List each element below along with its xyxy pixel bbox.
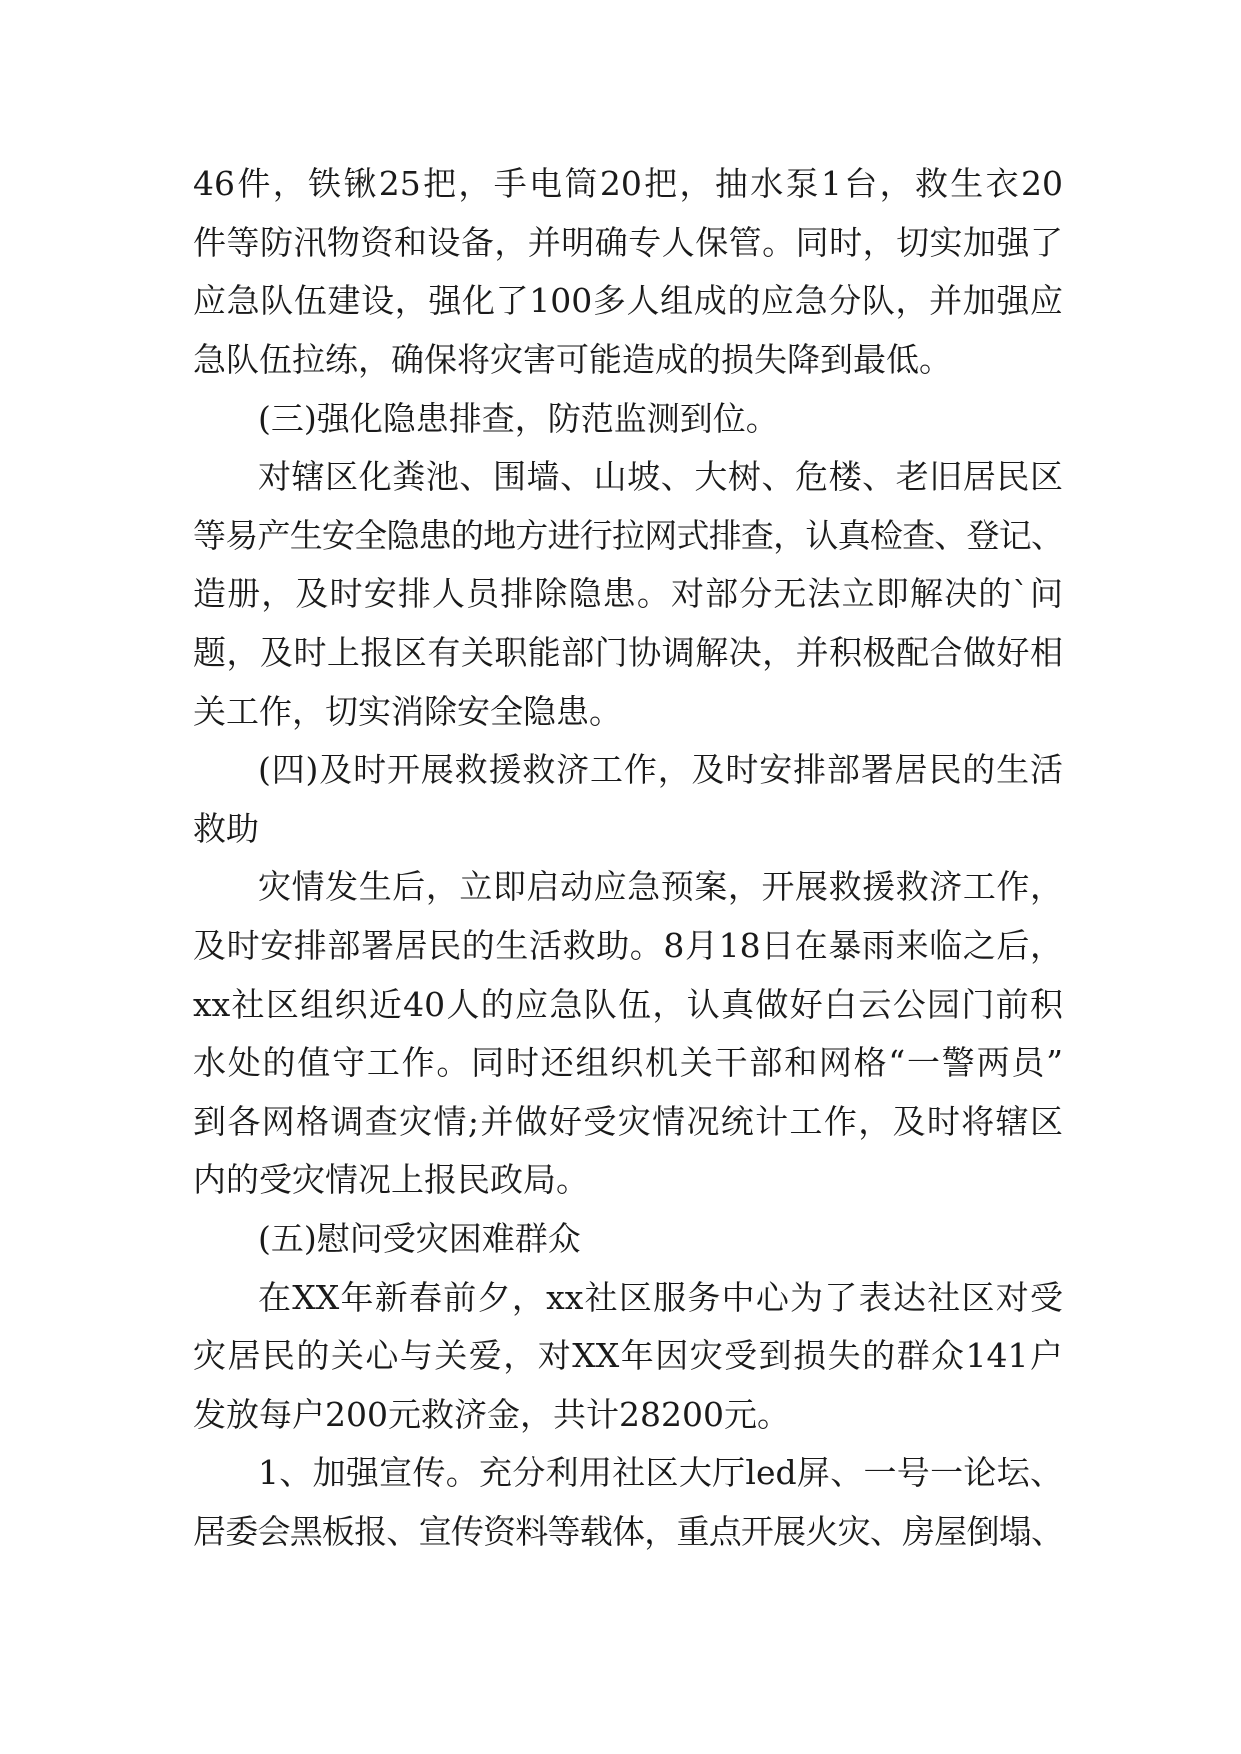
- text-line: 件等防汛物资和设备，并明确专人保管。同时，切实加强了: [193, 223, 1063, 262]
- text-line: 应急队伍建设，强化了100多人组成的应急分队，并加强应: [193, 281, 1063, 320]
- text-line: 水处的值守工作。同时还组织机关干部和网格“一警两员”: [193, 1043, 1063, 1082]
- text-line: 灾居民的关心与关爱，对XX年因灾受到损失的群众141户: [193, 1336, 1063, 1375]
- text-line: 造册，及时安排人员排除隐患。对部分无法立即解决的`问: [193, 574, 1063, 613]
- text-line: 居委会黑板报、宣传资料等载体，重点开展火灾、房屋倒塌、: [193, 1512, 1063, 1551]
- text-line: xx社区组织近40人的应急队伍，认真做好白云公园门前积: [193, 985, 1063, 1024]
- text-line: 1、加强宣传。充分利用社区大厅led屏、一号一论坛、: [258, 1453, 1063, 1492]
- section-heading: (四)及时开展救援救济工作，及时安排部署居民的生活: [258, 750, 1063, 789]
- text-line: 对辖区化粪池、围墙、山坡、大树、危楼、老旧居民区: [258, 457, 1063, 496]
- text-line: 关工作，切实消除安全隐患。: [193, 692, 622, 731]
- text-line: 急队伍拉练，确保将灾害可能造成的损失降到最低。: [193, 340, 952, 379]
- text-line: 灾情发生后，立即启动应急预案，开展救援救济工作，: [258, 867, 1063, 906]
- section-heading-continued: 救助: [193, 809, 259, 848]
- text-line: 等易产生安全隐患的地方进行拉网式排查，认真检查、登记、: [193, 516, 1063, 555]
- text-line: 内的受灾情况上报民政局。: [193, 1160, 589, 1199]
- text-line: 46件，铁锹25把，手电筒20把，抽水泵1台，救生衣20: [193, 164, 1063, 203]
- section-heading: (三)强化隐患排查，防范监测到位。: [258, 399, 779, 438]
- text-line: 发放每户200元救济金，共计28200元。: [193, 1395, 790, 1434]
- text-line: 及时安排部署居民的生活救助。8月18日在暴雨来临之后，: [193, 926, 1063, 965]
- text-line: 题，及时上报区有关职能部门协调解决，并积极配合做好相: [193, 633, 1063, 672]
- text-line: 到各网格调查灾情;并做好受灾情况统计工作，及时将辖区: [193, 1102, 1063, 1141]
- text-line: 在XX年新春前夕，xx社区服务中心为了表达社区对受: [258, 1278, 1063, 1317]
- section-heading: (五)慰问受灾困难群众: [258, 1219, 581, 1258]
